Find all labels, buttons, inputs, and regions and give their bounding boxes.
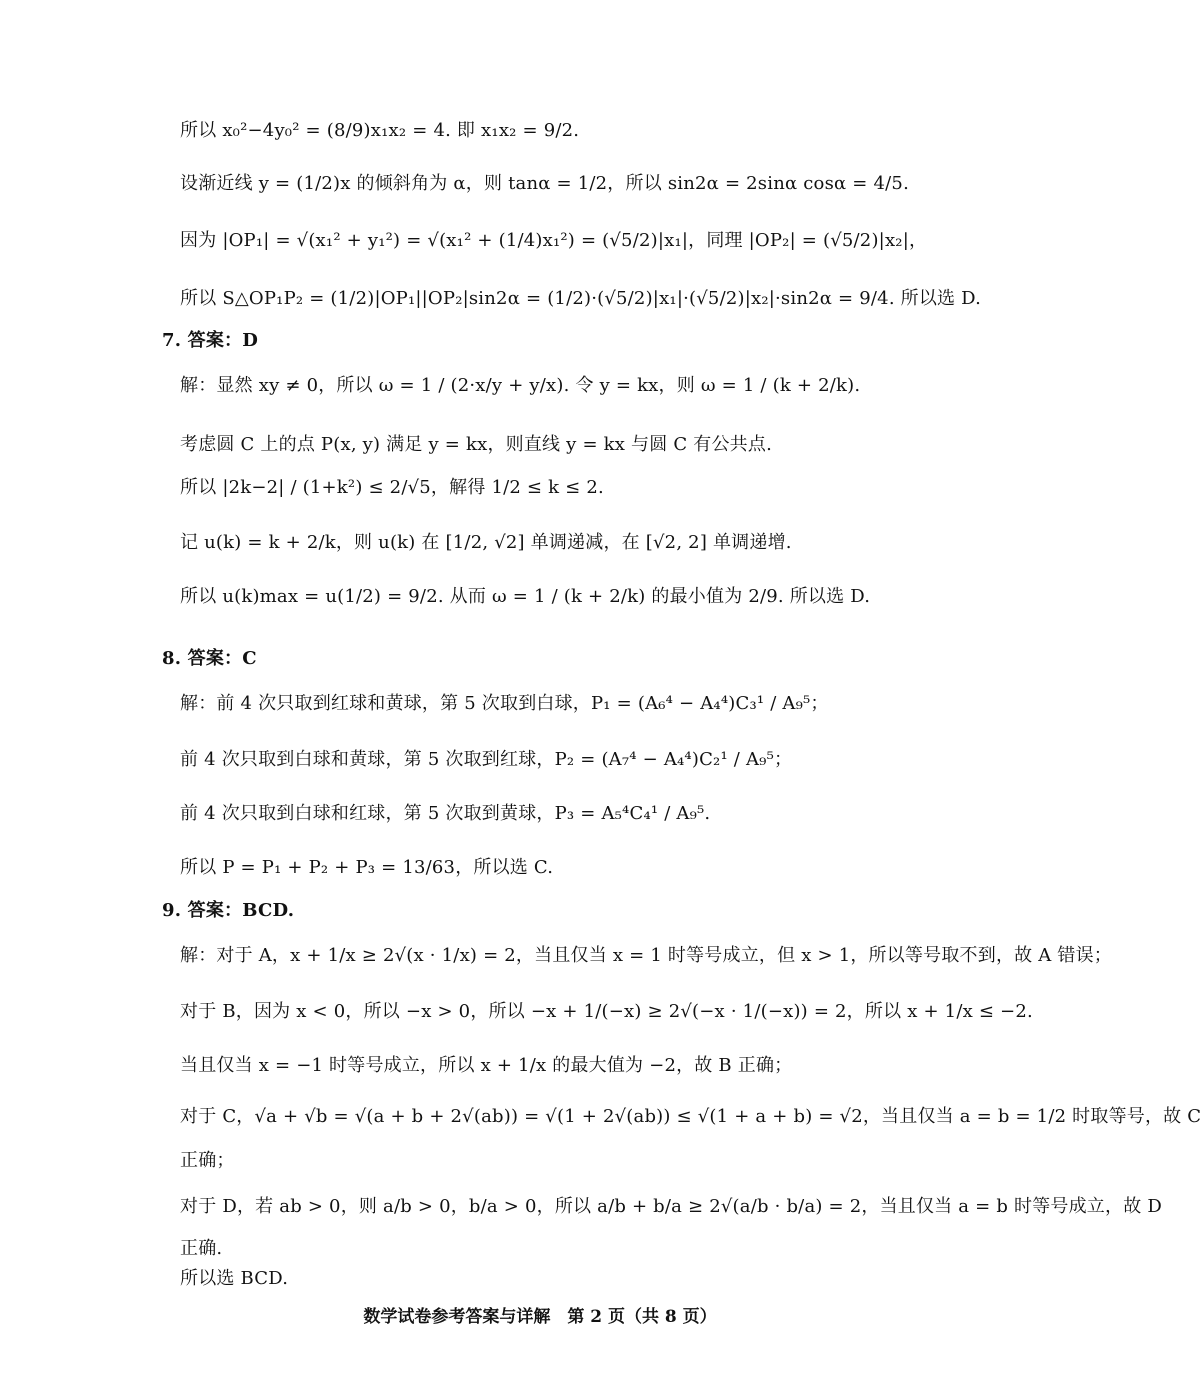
solution-line: 对于 D，若 ab > 0，则 a/b > 0，b/a > 0，所以 a/b + b/a ≥ 2√(a/b · b/a) = 2，当且仅当 a = b 时等号成立，故 D — [180, 1196, 1162, 1217]
solution-line: 对于 C，√a + √b = √(a + b + 2√(ab)) = √(1 + 2√(ab)) ≤ √(1 + a + b) = √2，当且仅当 a = b = 1/2 时取等号，故 C — [180, 1106, 1201, 1127]
question-answer-heading: 8. 答案：C — [162, 648, 257, 669]
solution-line: 解：对于 A，x + 1/x ≥ 2√(x · 1/x) = 2，当且仅当 x = 1 时等号成立，但 x > 1，所以等号取不到，故 A 错误； — [180, 945, 1112, 966]
solution-line: 正确. — [180, 1238, 223, 1259]
solution-line: 对于 B，因为 x < 0，所以 −x > 0，所以 −x + 1/(−x) ≥ 2√(−x · 1/(−x)) = 2，所以 x + 1/x ≤ −2. — [180, 1001, 1033, 1022]
solution-line: 解：显然 xy ≠ 0，所以 ω = 1 / (2·x/y + y/x). 令 y = kx，则 ω = 1 / (k + 2/k). — [180, 375, 861, 396]
solution-line: 记 u(k) = k + 2/k，则 u(k) 在 [1/2, √2] 单调递减，在 [√2, 2] 单调递增. — [180, 532, 792, 553]
solution-line: 所以 u(k)max = u(1/2) = 9/2. 从而 ω = 1 / (k + 2/k) 的最小值为 2/9. 所以选 D. — [180, 586, 871, 607]
page-footer: 数学试卷参考答案与详解 第 2 页（共 8 页） — [363, 1307, 717, 1327]
question-answer-heading: 7. 答案：D — [162, 330, 259, 351]
solution-line: 当且仅当 x = −1 时等号成立，所以 x + 1/x 的最大值为 −2，故 B 正确； — [180, 1055, 793, 1076]
solution-line: 设渐近线 y = (1/2)x 的倾斜角为 α，则 tanα = 1/2，所以 sin2α = 2sinα cosα = 4/5. — [180, 173, 909, 194]
solution-line: 所以 P = P₁ + P₂ + P₃ = 13/63，所以选 C. — [180, 857, 554, 878]
solution-line: 前 4 次只取到白球和黄球，第 5 次取到红球，P₂ = (A₇⁴ − A₄⁴)C₂¹ / A₉⁵； — [180, 749, 793, 770]
solution-line: 所以 S△OP₁P₂ = (1/2)|OP₁||OP₂|sin2α = (1/2)·(√5/2)|x₁|·(√5/2)|x₂|·sin2α = 9/4. 所以选 D. — [180, 288, 982, 309]
solution-line: 所以 |2k−2| / (1+k²) ≤ 2/√5，解得 1/2 ≤ k ≤ 2. — [180, 477, 604, 498]
solution-line: 所以选 BCD. — [180, 1268, 289, 1289]
solution-line: 因为 |OP₁| = √(x₁² + y₁²) = √(x₁² + (1/4)x₁²) = (√5/2)|x₁|，同理 |OP₂| = (√5/2)|x₂|， — [180, 230, 928, 251]
solution-line: 所以 x₀²−4y₀² = (8/9)x₁x₂ = 4. 即 x₁x₂ = 9/2. — [180, 120, 580, 141]
question-answer-heading: 9. 答案：BCD. — [162, 900, 295, 921]
solution-line: 考虑圆 C 上的点 P(x, y) 满足 y = kx，则直线 y = kx 与圆 C 有公共点. — [180, 434, 772, 455]
solution-line: 前 4 次只取到白球和红球，第 5 次取到黄球，P₃ = A₅⁴C₄¹ / A₉⁵. — [180, 803, 711, 824]
solution-line: 正确； — [180, 1150, 235, 1171]
solution-line: 解：前 4 次只取到红球和黄球，第 5 次取到白球，P₁ = (A₆⁴ − A₄⁴)C₃¹ / A₉⁵； — [180, 693, 829, 714]
